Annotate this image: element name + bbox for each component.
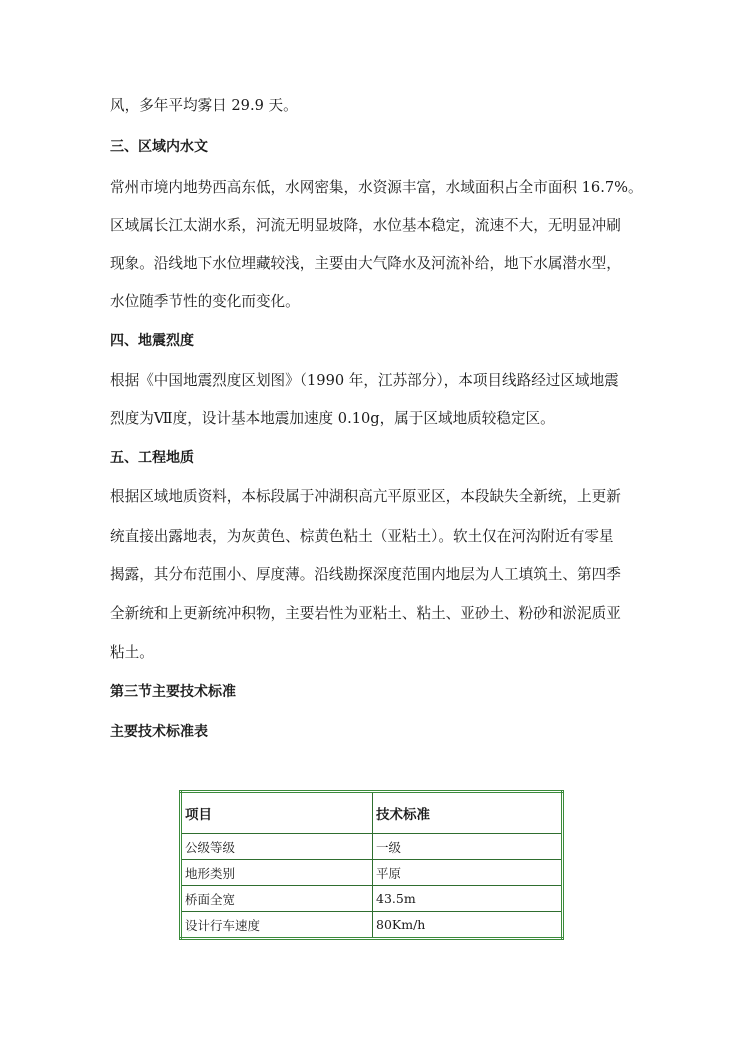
paragraph-line: 粘土。 bbox=[110, 644, 154, 661]
table-cell: 设计行车速度 bbox=[181, 912, 373, 939]
table-row bbox=[181, 912, 563, 939]
paragraph-line: 区域属长江太湖水系，河流无明显坡降，水位基本稳定，流速不大，无明显冲刷 bbox=[110, 217, 621, 234]
header-cell: 技术标准 bbox=[373, 792, 563, 834]
paragraph-line: 统直接出露地表，为灰黄色、棕黄色粘土（亚粘土）。软土仅在河沟附近有零星 bbox=[110, 528, 614, 545]
table-caption: 主要技术标准表 bbox=[110, 724, 208, 740]
paragraph-line: 烈度为Ⅶ度，设计基本地震加速度 0.10g，属于区域地质较稳定区。 bbox=[110, 410, 555, 427]
table-cell: 公级等级 bbox=[181, 834, 373, 860]
section-heading-geology: 五、工程地质 bbox=[110, 450, 194, 466]
table-cell: 43.5m bbox=[373, 886, 563, 912]
table-cell: 80Km/h bbox=[373, 912, 563, 939]
paragraph-line: 风，多年平均雾日 29.9 天。 bbox=[110, 97, 298, 114]
paragraph-line: 全新统和上更新统冲积物，主要岩性为亚粘土、粘土、亚砂土、粉砂和淤泥质亚 bbox=[110, 605, 621, 622]
table-row bbox=[181, 886, 563, 912]
technical-standards-table bbox=[179, 790, 564, 940]
section-heading-hydrology: 三、区域内水文 bbox=[110, 139, 208, 155]
paragraph-line: 揭露，其分布范围小、厚度薄。沿线勘探深度范围内地层为人工填筑土、第四季 bbox=[110, 566, 621, 583]
paragraph-line: 现象。沿线地下水位埋藏较浅，主要由大气降水及河流补给，地下水属潜水型， bbox=[110, 255, 621, 272]
header-cell: 项目 bbox=[181, 792, 373, 834]
paragraph-line: 根据区域地质资料，本标段属于冲湖积高亢平原亚区，本段缺失全新统，上更新 bbox=[110, 488, 621, 505]
table-cell: 桥面全宽 bbox=[181, 886, 373, 912]
table-row bbox=[181, 860, 563, 886]
paragraph-line: 常州市境内地势西高东低，水网密集，水资源丰富，水域面积占全市面积 16.7%。 bbox=[110, 179, 643, 196]
section-heading-seismic: 四、地震烈度 bbox=[110, 333, 194, 349]
table-cell: 地形类别 bbox=[181, 860, 373, 886]
paragraph-line: 水位随季节性的变化而变化。 bbox=[110, 293, 300, 310]
table-cell: 一级 bbox=[373, 834, 563, 860]
section-heading-standards: 第三节主要技术标准 bbox=[110, 684, 236, 700]
table-row bbox=[181, 834, 563, 860]
table-cell: 平原 bbox=[373, 860, 563, 886]
paragraph-line: 根据《中国地震烈度区划图》（1990 年，江苏部分），本项目线路经过区域地震 bbox=[110, 372, 619, 389]
table-header-row bbox=[181, 792, 563, 834]
